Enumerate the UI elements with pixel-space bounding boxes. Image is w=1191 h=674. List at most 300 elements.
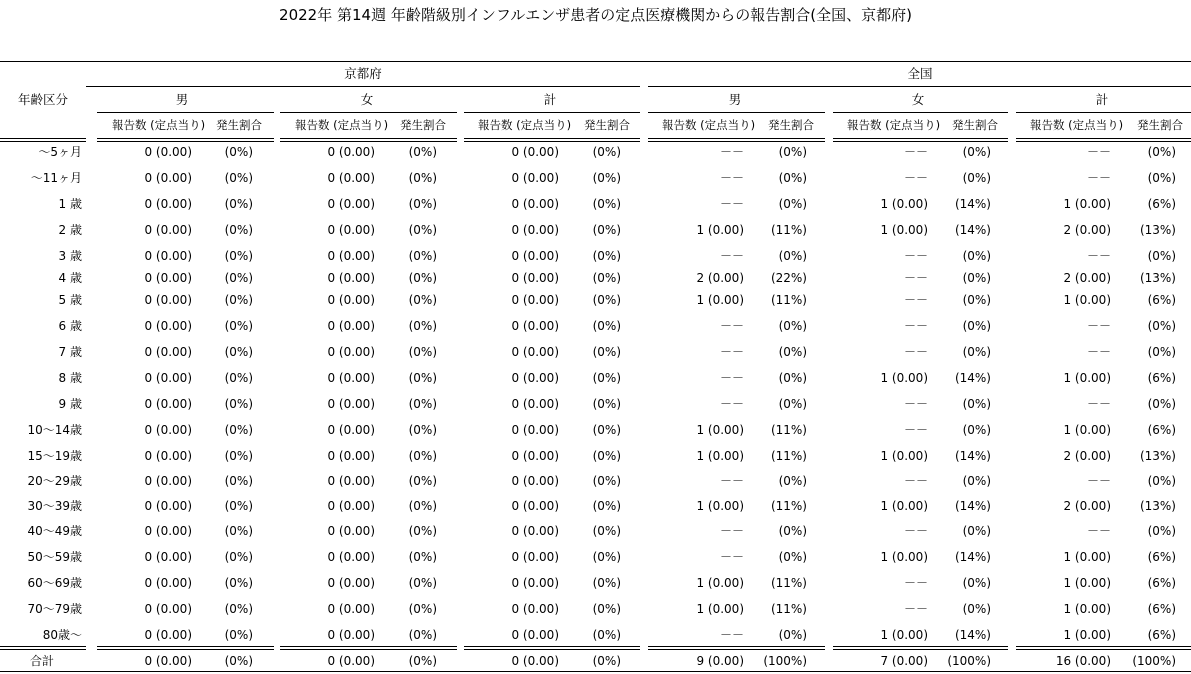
rate-cell: (13%) — [1139, 223, 1176, 237]
sex-header-5: 計 — [1095, 92, 1109, 107]
count-cell: 0 (0.00) — [511, 171, 559, 185]
count-col-header-4: 報告数 (定点当り) — [847, 118, 941, 132]
total-count-cell: 9 (0.00) — [696, 654, 744, 668]
rate-cell: (0%) — [1147, 249, 1176, 263]
rate-cell: (0%) — [408, 249, 437, 263]
count-cell: －－ — [719, 628, 744, 642]
count-cell: 1 (0.00) — [1063, 371, 1111, 385]
total-top-rule-3 — [464, 646, 640, 650]
count-cell: －－ — [903, 474, 928, 488]
count-cell: 0 (0.00) — [144, 602, 192, 616]
table-top-rule — [0, 61, 1191, 62]
rate-cell: (0%) — [592, 249, 621, 263]
rate-cell: (0%) — [962, 171, 991, 185]
rate-cell: (14%) — [954, 449, 991, 463]
count-cell: 1 (0.00) — [880, 223, 928, 237]
rate-cell: (0%) — [592, 423, 621, 437]
count-cell: 0 (0.00) — [144, 499, 192, 513]
count-cell: 0 (0.00) — [144, 145, 192, 159]
count-cell: 0 (0.00) — [327, 293, 375, 307]
rate-col-header-2: 発生割合 — [584, 118, 630, 132]
rate-cell: (0%) — [224, 271, 253, 285]
count-cell: 0 (0.00) — [327, 550, 375, 564]
count-cell: 0 (0.00) — [511, 319, 559, 333]
count-cell: －－ — [1086, 145, 1111, 159]
rate-cell: (0%) — [962, 319, 991, 333]
age-label: 6 歳 — [58, 319, 82, 333]
rate-cell: (0%) — [778, 197, 807, 211]
age-label: 20～29歳 — [27, 474, 82, 488]
total-rate-cell: (0%) — [408, 654, 437, 668]
header-bottom-rule-1 — [97, 138, 274, 142]
rate-cell: (0%) — [778, 397, 807, 411]
rate-cell: (11%) — [770, 223, 807, 237]
count-cell: －－ — [719, 249, 744, 263]
rate-cell: (0%) — [408, 550, 437, 564]
rate-cell: (0%) — [778, 628, 807, 642]
rate-cell: (6%) — [1147, 550, 1176, 564]
rate-cell: (14%) — [954, 371, 991, 385]
count-cell: 0 (0.00) — [327, 223, 375, 237]
total-count-cell: 0 (0.00) — [327, 654, 375, 668]
rate-cell: (0%) — [778, 371, 807, 385]
rate-cell: (11%) — [770, 602, 807, 616]
rate-cell: (22%) — [770, 271, 807, 285]
count-cell: －－ — [719, 319, 744, 333]
count-col-header-1: 報告数 (定点当り) — [295, 118, 389, 132]
rate-cell: (0%) — [224, 524, 253, 538]
count-cell: 0 (0.00) — [327, 271, 375, 285]
rate-cell: (0%) — [224, 345, 253, 359]
rate-cell: (0%) — [224, 423, 253, 437]
age-label: 30～39歳 — [27, 499, 82, 513]
rate-cell: (0%) — [962, 524, 991, 538]
rate-cell: (14%) — [954, 223, 991, 237]
count-cell: －－ — [719, 371, 744, 385]
age-label: 5 歳 — [58, 293, 82, 307]
rate-cell: (0%) — [778, 319, 807, 333]
rate-cell: (0%) — [962, 345, 991, 359]
count-cell: 1 (0.00) — [880, 371, 928, 385]
rate-cell: (14%) — [954, 628, 991, 642]
rate-cell: (0%) — [962, 423, 991, 437]
count-cell: 1 (0.00) — [696, 602, 744, 616]
count-cell: 0 (0.00) — [327, 449, 375, 463]
sex-rule-3 — [648, 112, 825, 113]
rate-cell: (0%) — [408, 371, 437, 385]
count-cell: 1 (0.00) — [1063, 576, 1111, 590]
rate-cell: (0%) — [408, 499, 437, 513]
rate-cell: (0%) — [224, 449, 253, 463]
rate-cell: (0%) — [962, 474, 991, 488]
count-cell: 0 (0.00) — [144, 293, 192, 307]
total-top-rule-5 — [833, 646, 1008, 650]
rate-cell: (0%) — [962, 576, 991, 590]
rate-cell: (0%) — [592, 524, 621, 538]
rate-col-header-4: 発生割合 — [952, 118, 998, 132]
rate-cell: (0%) — [778, 474, 807, 488]
rate-cell: (0%) — [224, 319, 253, 333]
rate-cell: (0%) — [408, 197, 437, 211]
count-cell: 0 (0.00) — [144, 271, 192, 285]
rate-cell: (0%) — [1147, 474, 1176, 488]
count-cell: 0 (0.00) — [327, 423, 375, 437]
count-cell: 0 (0.00) — [144, 371, 192, 385]
header-bottom-rule-6 — [1016, 138, 1191, 142]
count-cell: 0 (0.00) — [511, 197, 559, 211]
count-cell: 1 (0.00) — [1063, 293, 1111, 307]
count-cell: 0 (0.00) — [327, 345, 375, 359]
count-cell: 0 (0.00) — [511, 449, 559, 463]
row-header-label: 年齢区分 — [17, 92, 68, 107]
count-cell: －－ — [903, 293, 928, 307]
count-cell: 2 (0.00) — [1063, 223, 1111, 237]
rate-cell: (0%) — [408, 602, 437, 616]
sex-header-0: 男 — [175, 92, 189, 107]
rate-cell: (0%) — [778, 345, 807, 359]
total-top-rule-6 — [1016, 646, 1191, 650]
count-cell: 0 (0.00) — [511, 345, 559, 359]
count-cell: －－ — [719, 474, 744, 488]
count-cell: 0 (0.00) — [144, 628, 192, 642]
rate-cell: (0%) — [1147, 345, 1176, 359]
rate-cell: (0%) — [592, 171, 621, 185]
age-label: 60～69歳 — [27, 576, 82, 590]
rate-cell: (0%) — [224, 371, 253, 385]
rate-cell: (0%) — [408, 524, 437, 538]
rate-cell: (0%) — [224, 397, 253, 411]
count-cell: －－ — [1086, 397, 1111, 411]
count-cell: 1 (0.00) — [696, 449, 744, 463]
header-bottom-rule-5 — [833, 138, 1008, 142]
count-cell: －－ — [1086, 171, 1111, 185]
rate-cell: (6%) — [1147, 197, 1176, 211]
total-top-rule-0 — [0, 646, 86, 650]
rate-cell: (6%) — [1147, 423, 1176, 437]
count-cell: －－ — [903, 249, 928, 263]
sex-header-3: 男 — [728, 92, 742, 107]
sex-rule-1 — [280, 112, 457, 113]
header-bottom-rule-3 — [464, 138, 640, 142]
count-cell: 2 (0.00) — [1063, 271, 1111, 285]
count-cell: 0 (0.00) — [511, 223, 559, 237]
rate-cell: (0%) — [224, 602, 253, 616]
rate-cell: (0%) — [962, 249, 991, 263]
count-cell: 0 (0.00) — [144, 550, 192, 564]
rate-cell: (0%) — [224, 550, 253, 564]
count-cell: 0 (0.00) — [327, 371, 375, 385]
age-label: 40～49歳 — [27, 524, 82, 538]
rate-cell: (0%) — [962, 293, 991, 307]
count-cell: －－ — [719, 197, 744, 211]
rate-cell: (11%) — [770, 449, 807, 463]
rate-cell: (0%) — [962, 397, 991, 411]
count-cell: 2 (0.00) — [696, 271, 744, 285]
rate-cell: (6%) — [1147, 576, 1176, 590]
rate-cell: (13%) — [1139, 449, 1176, 463]
count-cell: 0 (0.00) — [511, 423, 559, 437]
rate-cell: (0%) — [408, 293, 437, 307]
rate-cell: (0%) — [408, 145, 437, 159]
rate-cell: (0%) — [592, 293, 621, 307]
rate-cell: (6%) — [1147, 293, 1176, 307]
rate-cell: (0%) — [592, 223, 621, 237]
rate-cell: (0%) — [224, 197, 253, 211]
count-cell: －－ — [1086, 319, 1111, 333]
rate-cell: (0%) — [1147, 145, 1176, 159]
rate-cell: (0%) — [1147, 171, 1176, 185]
header-bottom-rule-4 — [648, 138, 825, 142]
total-count-cell: 0 (0.00) — [511, 654, 559, 668]
count-cell: 0 (0.00) — [144, 576, 192, 590]
rate-cell: (0%) — [778, 145, 807, 159]
count-cell: 1 (0.00) — [1063, 197, 1111, 211]
count-cell: 0 (0.00) — [327, 145, 375, 159]
count-cell: 1 (0.00) — [880, 628, 928, 642]
rate-cell: (0%) — [962, 602, 991, 616]
rate-cell: (14%) — [954, 197, 991, 211]
count-cell: 0 (0.00) — [511, 371, 559, 385]
total-rate-cell: (0%) — [592, 654, 621, 668]
total-rate-cell: (100%) — [763, 654, 807, 668]
count-cell: －－ — [719, 524, 744, 538]
count-cell: 0 (0.00) — [511, 550, 559, 564]
rate-cell: (13%) — [1139, 271, 1176, 285]
count-cell: 1 (0.00) — [880, 449, 928, 463]
rate-cell: (11%) — [770, 499, 807, 513]
rate-cell: (0%) — [408, 576, 437, 590]
count-cell: 1 (0.00) — [1063, 628, 1111, 642]
rate-cell: (6%) — [1147, 602, 1176, 616]
age-label: 8 歳 — [58, 371, 82, 385]
region-rule-kyoto — [86, 86, 640, 87]
age-label: 50～59歳 — [27, 550, 82, 564]
rate-cell: (0%) — [592, 271, 621, 285]
sex-header-4: 女 — [911, 92, 925, 107]
count-col-header-5: 報告数 (定点当り) — [1030, 118, 1124, 132]
count-cell: －－ — [903, 145, 928, 159]
total-rate-cell: (100%) — [1132, 654, 1176, 668]
count-cell: 1 (0.00) — [880, 499, 928, 513]
count-cell: 0 (0.00) — [511, 524, 559, 538]
total-top-rule-2 — [280, 646, 457, 650]
count-cell: 2 (0.00) — [1063, 499, 1111, 513]
rate-cell: (14%) — [954, 499, 991, 513]
rate-cell: (0%) — [592, 576, 621, 590]
count-col-header-0: 報告数 (定点当り) — [112, 118, 206, 132]
count-cell: 1 (0.00) — [696, 499, 744, 513]
rate-cell: (0%) — [1147, 397, 1176, 411]
count-cell: 1 (0.00) — [1063, 602, 1111, 616]
count-cell: 0 (0.00) — [511, 474, 559, 488]
page-title: 2022年 第14週 年齢階級別インフルエンザ患者の定点医療機関からの報告割合(全国、京都府) — [279, 6, 912, 24]
count-cell: －－ — [903, 524, 928, 538]
rate-cell: (0%) — [592, 499, 621, 513]
count-cell: 0 (0.00) — [144, 319, 192, 333]
count-cell: －－ — [903, 602, 928, 616]
count-col-header-3: 報告数 (定点当り) — [662, 118, 756, 132]
table-bottom-rule — [0, 671, 1191, 672]
rate-cell: (0%) — [224, 145, 253, 159]
rate-cell: (0%) — [962, 271, 991, 285]
rate-cell: (0%) — [592, 602, 621, 616]
count-cell: 0 (0.00) — [511, 249, 559, 263]
count-cell: 0 (0.00) — [144, 171, 192, 185]
count-cell: 0 (0.00) — [511, 628, 559, 642]
total-count-cell: 16 (0.00) — [1055, 654, 1111, 668]
total-top-rule-1 — [97, 646, 274, 650]
count-cell: 0 (0.00) — [327, 524, 375, 538]
count-col-header-2: 報告数 (定点当り) — [478, 118, 572, 132]
sex-rule-2 — [464, 112, 640, 113]
rate-cell: (0%) — [592, 197, 621, 211]
count-cell: 0 (0.00) — [327, 249, 375, 263]
rate-cell: (0%) — [408, 449, 437, 463]
count-cell: 0 (0.00) — [511, 576, 559, 590]
total-count-cell: 0 (0.00) — [144, 654, 192, 668]
count-cell: 0 (0.00) — [144, 449, 192, 463]
rate-cell: (0%) — [592, 474, 621, 488]
rate-cell: (0%) — [592, 145, 621, 159]
count-cell: 0 (0.00) — [144, 397, 192, 411]
rate-cell: (0%) — [408, 223, 437, 237]
count-cell: 0 (0.00) — [327, 397, 375, 411]
count-cell: 0 (0.00) — [327, 576, 375, 590]
total-rate-cell: (100%) — [947, 654, 991, 668]
count-cell: 0 (0.00) — [144, 197, 192, 211]
rate-cell: (0%) — [224, 499, 253, 513]
count-cell: 0 (0.00) — [511, 499, 559, 513]
count-cell: －－ — [719, 550, 744, 564]
rate-cell: (0%) — [408, 423, 437, 437]
age-label: 7 歳 — [58, 345, 82, 359]
rate-cell: (0%) — [408, 628, 437, 642]
count-cell: 0 (0.00) — [511, 602, 559, 616]
sex-rule-4 — [833, 112, 1008, 113]
count-cell: －－ — [1086, 524, 1111, 538]
rate-cell: (0%) — [408, 474, 437, 488]
count-cell: －－ — [903, 576, 928, 590]
count-cell: 0 (0.00) — [327, 499, 375, 513]
count-cell: 0 (0.00) — [327, 197, 375, 211]
rate-cell: (0%) — [224, 628, 253, 642]
total-label: 合計 — [29, 654, 54, 668]
rate-col-header-0: 発生割合 — [216, 118, 262, 132]
count-cell: －－ — [903, 271, 928, 285]
count-cell: －－ — [903, 397, 928, 411]
count-cell: －－ — [1086, 474, 1111, 488]
rate-cell: (0%) — [224, 249, 253, 263]
rate-cell: (0%) — [592, 550, 621, 564]
count-cell: 0 (0.00) — [144, 474, 192, 488]
rate-cell: (0%) — [408, 271, 437, 285]
rate-cell: (0%) — [592, 371, 621, 385]
count-cell: 1 (0.00) — [880, 197, 928, 211]
count-cell: －－ — [903, 319, 928, 333]
count-cell: 1 (0.00) — [696, 423, 744, 437]
header-bottom-rule-0 — [0, 138, 86, 142]
rate-cell: (13%) — [1139, 499, 1176, 513]
count-cell: 2 (0.00) — [1063, 449, 1111, 463]
count-cell: 0 (0.00) — [327, 319, 375, 333]
count-cell: 0 (0.00) — [327, 602, 375, 616]
rate-cell: (0%) — [592, 397, 621, 411]
count-cell: －－ — [719, 145, 744, 159]
rate-cell: (0%) — [224, 576, 253, 590]
count-cell: －－ — [903, 423, 928, 437]
count-cell: 0 (0.00) — [327, 628, 375, 642]
age-label: 3 歳 — [58, 249, 82, 263]
count-cell: 0 (0.00) — [144, 524, 192, 538]
rate-col-header-3: 発生割合 — [768, 118, 814, 132]
region-header-0: 京都府 — [344, 66, 382, 81]
count-cell: 1 (0.00) — [1063, 423, 1111, 437]
count-cell: －－ — [1086, 345, 1111, 359]
rate-cell: (11%) — [770, 293, 807, 307]
rate-cell: (0%) — [778, 524, 807, 538]
total-top-rule-4 — [648, 646, 825, 650]
sex-rule-0 — [97, 112, 274, 113]
count-cell: 1 (0.00) — [696, 223, 744, 237]
count-cell: 0 (0.00) — [511, 271, 559, 285]
region-header-1: 全国 — [907, 66, 933, 81]
rate-cell: (0%) — [778, 171, 807, 185]
age-label: ～5ヶ月 — [38, 145, 82, 159]
count-cell: －－ — [1086, 249, 1111, 263]
count-cell: 1 (0.00) — [696, 576, 744, 590]
count-cell: 0 (0.00) — [144, 223, 192, 237]
rate-cell: (0%) — [778, 249, 807, 263]
age-label: 80歳～ — [42, 628, 82, 642]
count-cell: －－ — [903, 345, 928, 359]
rate-cell: (0%) — [592, 449, 621, 463]
count-cell: 0 (0.00) — [327, 474, 375, 488]
count-cell: 0 (0.00) — [511, 145, 559, 159]
count-cell: －－ — [719, 171, 744, 185]
rate-cell: (0%) — [408, 345, 437, 359]
rate-cell: (0%) — [962, 145, 991, 159]
age-label: 70～79歳 — [27, 602, 82, 616]
age-label: 1 歳 — [58, 197, 82, 211]
age-label: 2 歳 — [58, 223, 82, 237]
sex-header-1: 女 — [360, 92, 374, 107]
rate-col-header-5: 発生割合 — [1137, 118, 1183, 132]
rate-cell: (0%) — [408, 171, 437, 185]
age-label: 4 歳 — [58, 271, 82, 285]
count-cell: 0 (0.00) — [511, 397, 559, 411]
total-rate-cell: (0%) — [224, 654, 253, 668]
rate-cell: (0%) — [408, 397, 437, 411]
rate-cell: (0%) — [224, 223, 253, 237]
sex-header-2: 計 — [543, 92, 557, 107]
rate-cell: (0%) — [224, 474, 253, 488]
count-cell: 0 (0.00) — [144, 423, 192, 437]
count-cell: －－ — [719, 345, 744, 359]
rate-cell: (0%) — [778, 550, 807, 564]
rate-cell: (0%) — [224, 293, 253, 307]
count-cell: 0 (0.00) — [144, 345, 192, 359]
rate-col-header-1: 発生割合 — [400, 118, 446, 132]
rate-cell: (0%) — [592, 345, 621, 359]
rate-cell: (6%) — [1147, 371, 1176, 385]
age-label: ～11ヶ月 — [30, 171, 82, 185]
count-cell: －－ — [903, 171, 928, 185]
count-cell: 1 (0.00) — [1063, 550, 1111, 564]
rate-cell: (11%) — [770, 423, 807, 437]
rate-cell: (6%) — [1147, 628, 1176, 642]
rate-cell: (11%) — [770, 576, 807, 590]
count-cell: 0 (0.00) — [327, 171, 375, 185]
